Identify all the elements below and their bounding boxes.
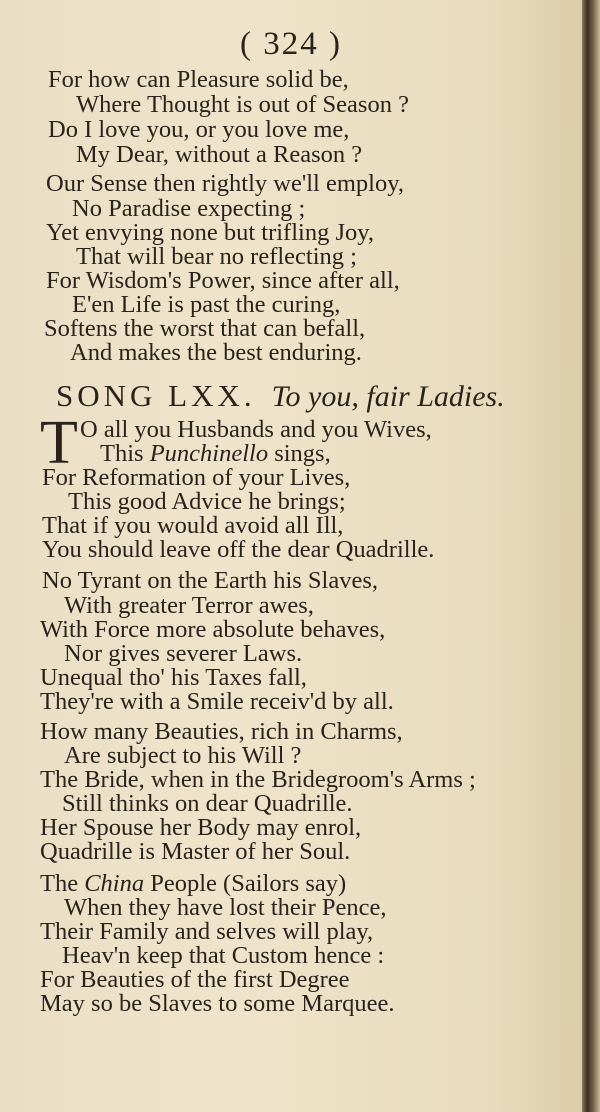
poem-line: That if you would avoid all Ill, (42, 512, 344, 539)
poem-line: For Wisdom's Power, since after all, (46, 267, 400, 294)
song-heading (56, 378, 505, 414)
poem-line: This good Advice he brings; (68, 488, 346, 515)
poem-line: And makes the best enduring. (70, 339, 362, 366)
poem-line: That will bear no reflecting ; (76, 243, 357, 270)
poem-line: Nor gives severer Laws. (64, 640, 303, 667)
poem-line: E'en Life is past the curing, (72, 291, 341, 318)
song-title: SONG LXX. (56, 378, 256, 413)
poem-line: For how can Pleasure solid be, (48, 66, 349, 93)
poem-line: You should leave off the dear Quadrille. (42, 536, 435, 563)
poem-line: The China People (Sailors say) (40, 870, 347, 897)
poem-line: O all you Husbands and you Wives, (80, 416, 432, 443)
poem-line: Our Sense then rightly we'll employ, (46, 170, 405, 197)
poem-line: When they have lost their Pence, (64, 894, 387, 921)
poem-line: Heav'n keep that Custom hence : (62, 942, 385, 969)
poem-line: My Dear, without a Reason ? (76, 141, 363, 168)
poem-line: May so be Slaves to some Marquee. (40, 990, 395, 1017)
poem-line: Do I love you, or you love me, (48, 116, 350, 143)
poem-line: How many Beauties, rich in Charms, (40, 718, 403, 745)
poem-line: With Force more absolute behaves, (40, 616, 386, 643)
poem-line: Her Spouse her Body may enrol, (40, 814, 362, 841)
poem-line: Where Thought is out of Season ? (76, 91, 409, 118)
poem-line: No Paradise expecting ; (72, 195, 306, 222)
poem-line: For Reformation of your Lives, (42, 464, 351, 491)
song-subtitle: To you, fair Ladies. (271, 380, 505, 413)
poem-line: Quadrille is Master of her Soul. (40, 838, 351, 865)
poem-line: Unequal tho' his Taxes fall, (40, 664, 307, 691)
poem-line: No Tyrant on the Earth his Slaves, (42, 567, 379, 594)
poem-line: Softens the worst that can befall, (44, 315, 366, 342)
poem-line: Yet envying none but trifling Joy, (46, 219, 375, 246)
poem-line: With greater Terror awes, (64, 592, 314, 619)
book-gutter (582, 0, 600, 1112)
poem-line: They're with a Smile receiv'd by all. (40, 688, 394, 715)
poem-line: This Punchinello sings, (100, 440, 331, 467)
poem-line: Still thinks on dear Quadrille. (62, 790, 353, 817)
poem-line: The Bride, when in the Bridegroom's Arms ; (40, 766, 476, 793)
poem-line: For Beauties of the first Degree (40, 966, 350, 993)
drop-cap: T (40, 409, 78, 477)
poem-line: Are subject to his Will ? (64, 742, 302, 769)
page-number: ( 324 ) (240, 26, 342, 62)
poem-line: Their Family and selves will play, (40, 918, 374, 945)
